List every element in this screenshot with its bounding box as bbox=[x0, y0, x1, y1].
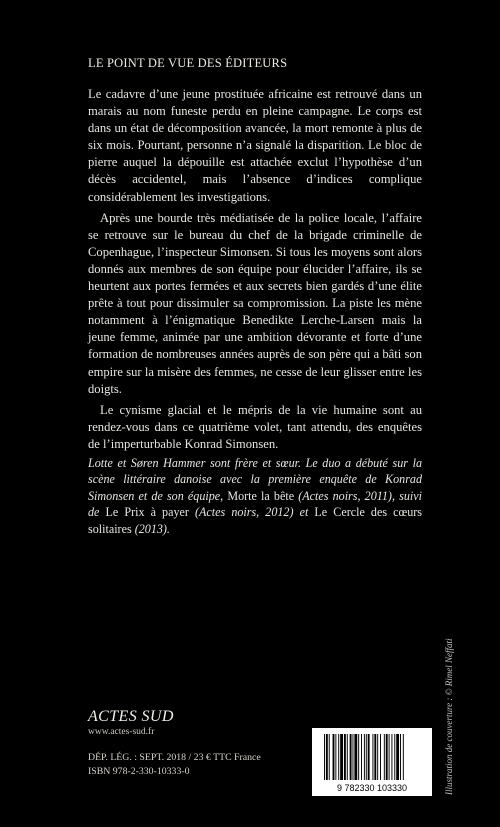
barcode-bar bbox=[326, 734, 328, 780]
barcode-bar bbox=[372, 734, 373, 780]
barcode-bar bbox=[403, 734, 404, 780]
barcode-bar bbox=[353, 734, 354, 780]
barcode-bar bbox=[329, 734, 330, 780]
barcode-bar bbox=[386, 734, 388, 780]
bio-text-3: (Actes noirs, 2012) et bbox=[188, 505, 315, 520]
barcode-bar bbox=[354, 734, 357, 780]
blurb-text bbox=[88, 86, 422, 457]
barcode-bar bbox=[344, 734, 346, 780]
barcode-bar bbox=[340, 734, 343, 780]
blurb-paragraph-2: Après une bourde très médiatisée de la police locale, l’affaire se retrouve sur le bureau du chef de la brigade criminelle de Copenhague, l’inspecteur Simonsen. Si tous les moyens sont alors donnés aux membres de son équipe pour élucider l’affaire, ils se heurtent aux portes fermées et aux secrets bien gardés d’une élite prête à tout pour dissimuler sa compromission. La piste les mène notamment à l’énigmatique Benedikte Lerche-Larsen mais la jeune femme, animée par une ambition dévorante et forte d’une formation de nombreuses années auprès de son père qui a bâti son empire sur la misère des femmes, ne cesse de leur glisser entre les doigts. bbox=[88, 210, 422, 396]
bio-book-title-2: Le Prix à payer bbox=[105, 505, 189, 520]
isbn-barcode bbox=[312, 728, 432, 796]
bio-book-title-1: Morte la bête bbox=[227, 488, 295, 503]
cover-illustration-credit: Illustration de couverture : © Rimel Neffati bbox=[444, 638, 454, 795]
barcode-bar bbox=[394, 734, 395, 780]
barcode-bar bbox=[335, 734, 336, 780]
barcode-bar bbox=[358, 734, 359, 780]
barcode-bar bbox=[350, 734, 352, 780]
barcode-digits: 9 782330 103330 bbox=[336, 783, 408, 793]
barcode-bar bbox=[364, 734, 365, 780]
section-heading: LE POINT DE VUE DES ÉDITEURS bbox=[88, 56, 288, 70]
blurb-paragraph-1: Le cadavre d’une jeune prostituée africaine est retrouvé dans un marais au nom funeste perdu en pleine campagne. Le corps est dans un état de décomposition avancée, la mort remonte à plus de six mois. Pourtant, personne n’a signalé la disparition. Le bloc de pierre auquel la dépouille est attachée exclut l’hypothèse d’un décès accidentel, mais l’absence d’indices complique considérablement les investigations. bbox=[88, 87, 422, 204]
author-bio bbox=[88, 455, 422, 537]
isbn: ISBN 978-2-330-10333-0 bbox=[88, 765, 190, 777]
barcode-bar bbox=[389, 734, 390, 780]
barcode-bar bbox=[347, 734, 348, 780]
barcode-bar bbox=[324, 734, 325, 780]
barcode-bar bbox=[380, 734, 381, 780]
barcode-bar bbox=[333, 734, 335, 780]
barcode-bar bbox=[361, 734, 362, 780]
barcode-bar bbox=[384, 734, 385, 780]
barcode-bar bbox=[338, 734, 339, 780]
barcode-bar bbox=[396, 734, 399, 780]
blurb-paragraph-3: Le cynisme glacial et le mépris de la vie humaine sont au rendez-vous dans ce quatrième volet, tant attendu, des enquêtes de l’imperturbable Konrad Simonsen. bbox=[88, 402, 422, 451]
barcode-graphic bbox=[312, 728, 432, 796]
barcode-bar bbox=[374, 734, 376, 780]
bio-text-2: (Actes noirs, 2011), suivi de bbox=[88, 488, 422, 520]
barcode-bar bbox=[377, 734, 378, 780]
legal-deposit: DÉP. LÉG. : SEPT. 2018 / 23 € TTC France bbox=[88, 752, 261, 763]
bio-text-4: (2013). bbox=[131, 521, 170, 536]
barcode-bar bbox=[400, 734, 401, 780]
bio-text-1: Lotte et Søren Hammer sont frère et sœur. Le duo a débuté sur la scène littéraire danoise avec la première enquête de Konrad Simonsen et de son équipe, bbox=[88, 456, 422, 503]
publisher-website: www.actes-sud.fr bbox=[88, 727, 155, 737]
barcode-bar bbox=[368, 734, 370, 780]
bio-book-title-3: Le Cercle des cœurs solitaires bbox=[88, 505, 422, 536]
barcode-bar bbox=[391, 734, 392, 780]
legal-info bbox=[88, 751, 261, 778]
barcode-bar bbox=[366, 734, 367, 780]
publisher-logo: ACTES SUD bbox=[88, 708, 174, 725]
